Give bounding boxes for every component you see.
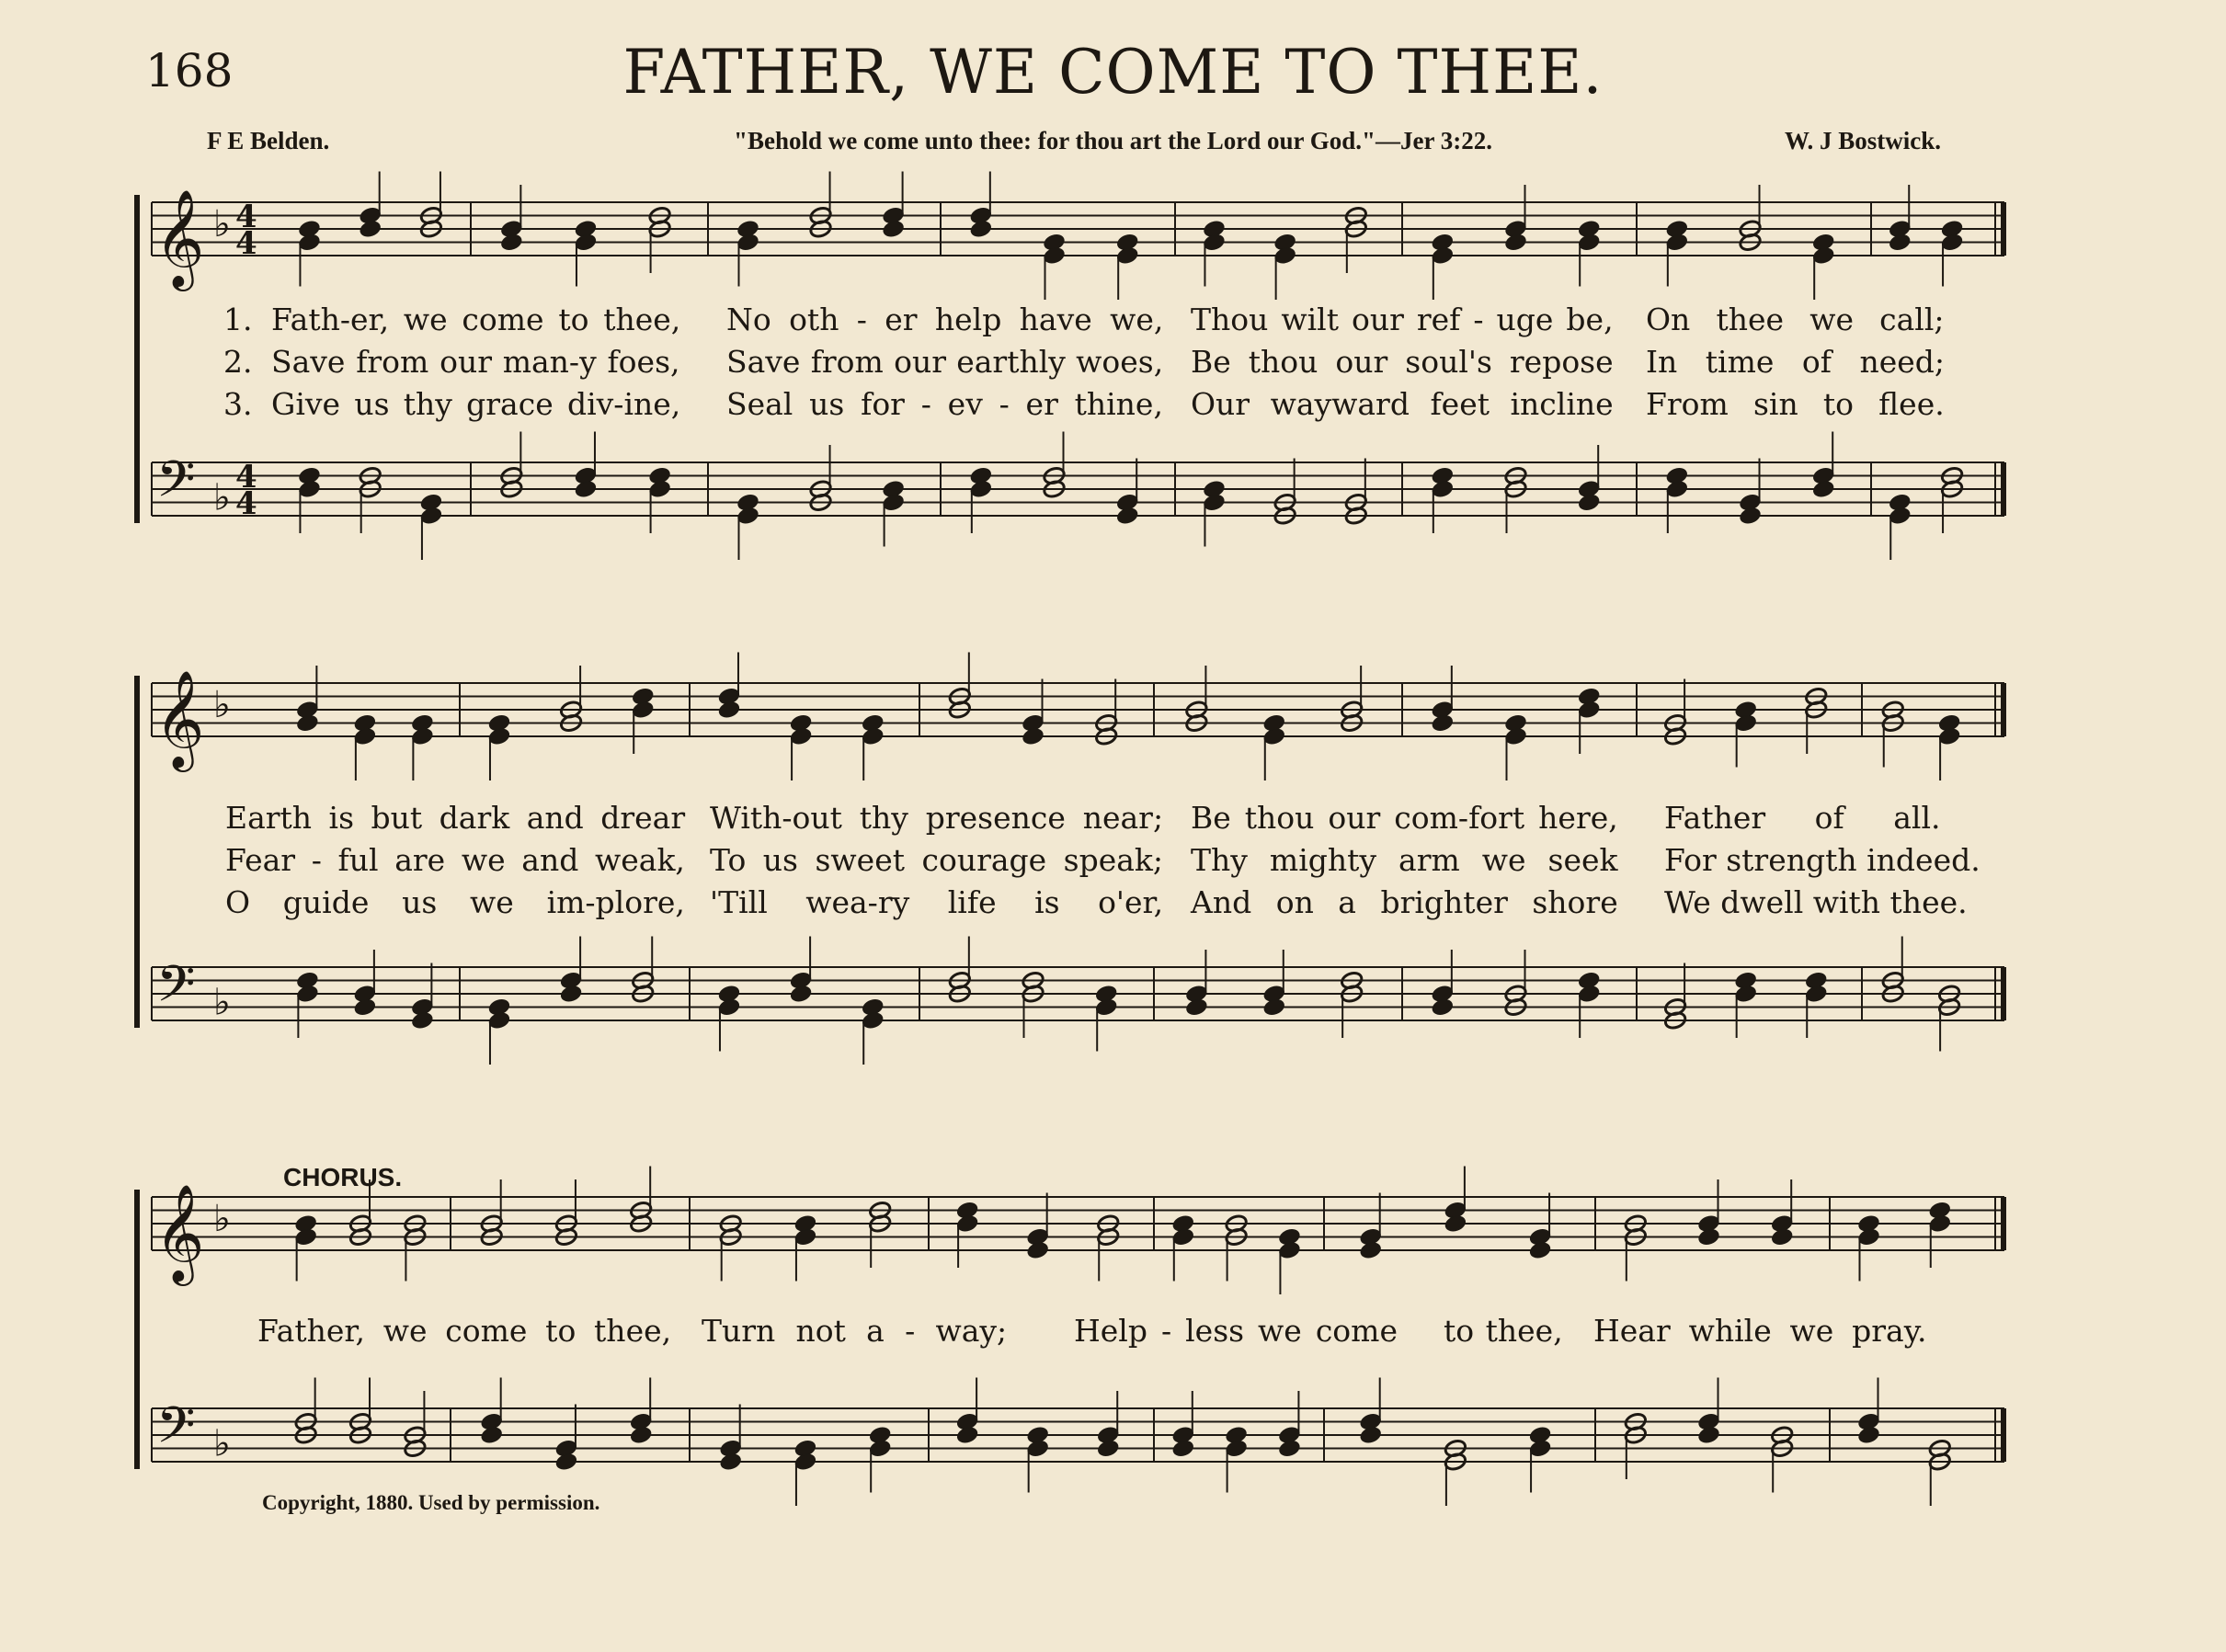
final-bar-line [2001,462,2006,516]
lyric-phrase: We dwell with thee. [1664,884,1968,920]
treble-clef: 𝄞 [154,188,205,287]
quarter-note-head [1888,233,1912,253]
quarter-note-head [1697,1425,1721,1445]
composer-credit: W. J Bostwick. [1784,127,1941,154]
lyric-phrase: Our wayward feet incline [1191,386,1614,422]
lyric-phrase: For strength indeed. [1664,842,1981,878]
chorus-label: CHORUS. [283,1163,403,1191]
verse-number: 1. [223,302,253,337]
lyric-phrase: to thee, [1444,1313,1563,1349]
flat-sign: ♭ [213,203,231,245]
quarter-note-head [1770,1227,1794,1248]
lyric-phrase: From sin to flee. [1646,386,1945,422]
final-bar-line [2001,683,2006,736]
quarter-note-head [1811,479,1835,499]
lyric-phrase: Fath-er, we come to thee, [271,302,681,337]
lyric-phrase: Save from our man-y foes, [271,344,680,380]
lyric-phrase: O guide us we im-plore, [225,884,685,920]
author-credit: F E Belden. [207,127,330,154]
quarter-note-head [882,219,906,239]
quarter-note-head [1262,997,1286,1018]
lyric-phrase: Thou wilt our ref - uge be, [1191,302,1614,337]
quarter-note-head [1431,997,1455,1018]
lyric-phrase: Father, we come to thee, [257,1313,672,1349]
lyric-phrase: Father of all. [1664,800,1941,836]
quarter-note-head [1528,1240,1552,1260]
lyric-phrase: Give us thy grace div-ine, [271,386,681,422]
time-signature-top: 4 [235,199,257,235]
quarter-note-head [1504,233,1528,253]
final-bar-line [2001,1408,2006,1462]
quarter-note-head [559,984,583,1004]
treble-clef: 𝄞 [154,669,205,768]
quarter-note-head [955,1425,979,1445]
lyric-phrase: On thee we call; [1646,302,1945,337]
lyric-phrase: Thy mighty arm we seek [1191,842,1618,878]
quarter-note-head [1857,1425,1881,1445]
quarter-note-head [1577,493,1601,513]
quarter-note-head [359,219,382,239]
quarter-note-head [1359,1240,1383,1260]
lyric-phrase: Hear while we pray. [1593,1313,1927,1349]
verse-number: 3. [223,386,253,422]
quarter-note-head [717,700,741,720]
lyric-phrase: Be thou our soul's repose [1191,344,1614,380]
quarter-note-head [1278,1439,1302,1459]
treble-clef: 𝄞 [154,1183,205,1282]
system-bracket [134,1190,140,1469]
quarter-note-head [574,479,598,499]
lyric-phrase: With-out thy presence near; [710,800,1164,836]
verse-number: 2. [223,344,253,380]
page-number: 168 [145,44,234,97]
lyric-phrase: To us sweet courage speak; [710,842,1164,878]
lyric-phrase: Save from our earthly woes, [726,344,1164,380]
scripture-epigraph: "Behold we come unto thee: for thou art the Lord our God."—Jer 3:22. [734,127,1492,154]
bass-clef: 𝄢 [156,954,196,1026]
quarter-note-head [1431,713,1455,734]
lyric-phrase: Seal us for - ev - er thine, [726,386,1163,422]
quarter-note-head [719,1452,743,1472]
time-signature-bottom: 4 [235,485,257,522]
lyric-phrase: Be thou our com-fort here, [1191,800,1618,836]
lyric-phrase: No oth - er help have we, [726,302,1164,337]
quarter-note-head [1115,506,1139,526]
quarter-note-head [1096,1439,1120,1459]
bass-clef: 𝄢 [156,1396,196,1467]
quarter-note-head [1022,726,1045,746]
quarter-note-head [1185,997,1209,1018]
flat-sign: ♭ [213,476,231,519]
lyric-phrase: 'Till wea-ry life is o'er, [710,884,1164,920]
quarter-note-head [789,984,813,1004]
final-bar-line [2001,202,2006,256]
system-bracket [134,195,140,523]
quarter-note-head [410,1010,434,1031]
quarter-note-head [969,219,993,239]
hymn-title: FATHER, WE COME TO THEE. [622,37,1604,108]
flat-sign: ♭ [213,1422,231,1465]
bass-clef: 𝄢 [156,450,196,521]
flat-sign: ♭ [213,1198,231,1240]
time-signature-bottom: 4 [235,225,257,262]
lyric-phrase: Help - less we come [1074,1313,1398,1349]
quarter-note-head [499,233,523,253]
lyric-phrase: Earth is but dark and drear [225,800,686,836]
quarter-note-head [480,1425,504,1445]
final-bar-line [2001,1197,2006,1250]
lyric-phrase: And on a brighter shore [1191,884,1618,920]
copyright-notice: Copyright, 1880. Used by permission. [262,1491,600,1514]
flat-sign: ♭ [213,981,231,1024]
flat-sign: ♭ [213,684,231,726]
quarter-note-head [1739,506,1763,526]
quarter-note-head [1444,1213,1467,1234]
quarter-note-head [1026,1240,1050,1260]
lyric-phrase: In time of need; [1646,344,1946,380]
quarter-note-head [1171,1439,1195,1459]
quarter-note-head [629,1425,653,1445]
quarter-note-head [554,1452,578,1472]
quarter-note-head [1359,1425,1383,1445]
time-signature-top: 4 [235,459,257,496]
lyric-phrase: Turn not a - way; [702,1313,1008,1349]
system-bracket [134,676,140,1028]
quarter-note-head [295,713,319,734]
quarter-note-head [353,997,377,1018]
quarter-note-head [1697,1227,1721,1248]
lyric-phrase: Fear - ful are we and weak, [225,842,685,878]
final-bar-line [2001,967,2006,1020]
